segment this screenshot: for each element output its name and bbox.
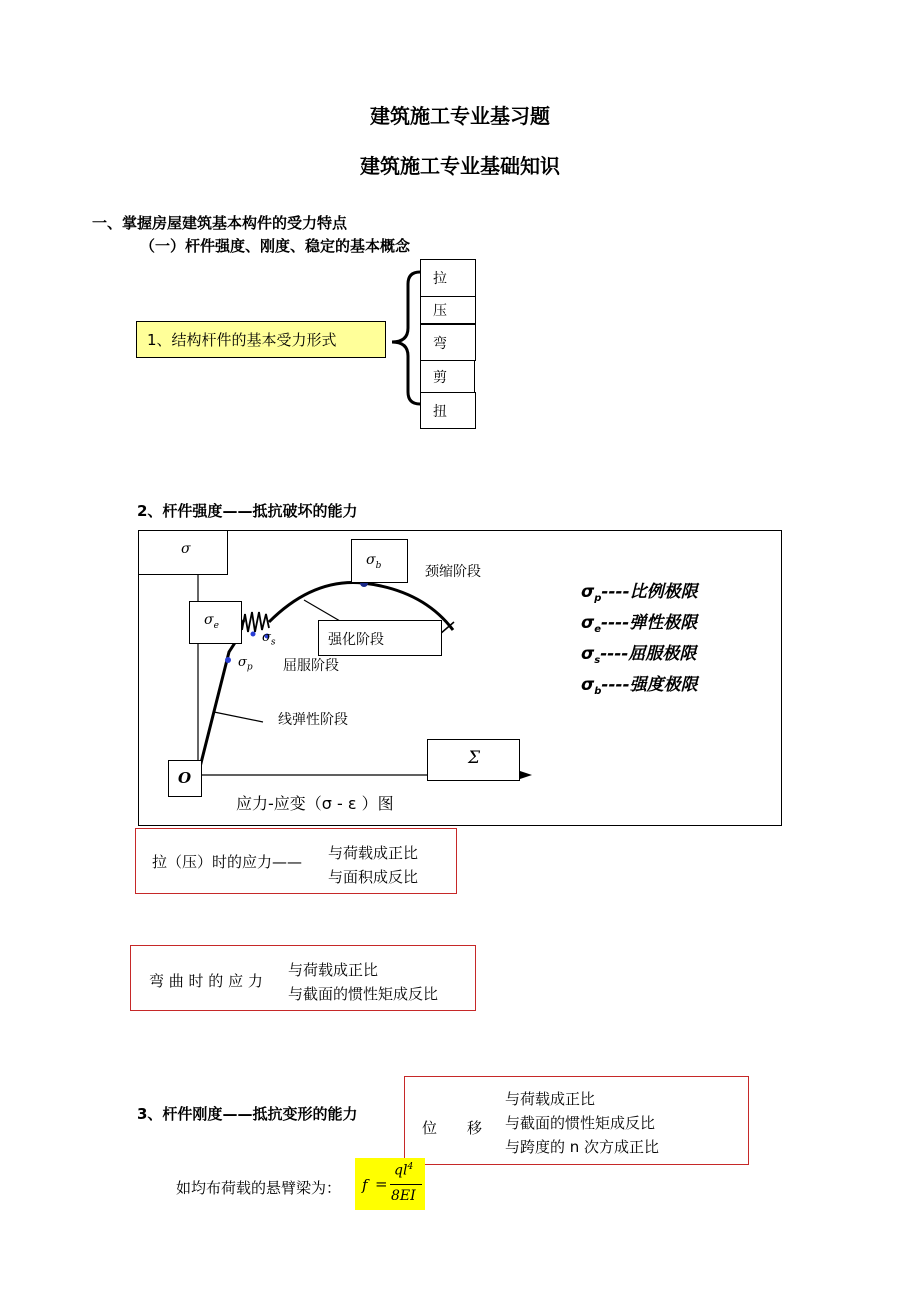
force-form-compression	[420, 296, 476, 324]
diagram-caption: 应力-应变（σ - ε ）图	[236, 794, 394, 813]
bending-stress-line1: 与荷载成正比	[288, 961, 379, 979]
y-axis-symbol: σ	[181, 541, 191, 557]
tension-stress-line1: 与荷载成正比	[328, 844, 419, 862]
point-sigma-p	[225, 657, 231, 663]
sigma-e-label: $\sigma_e$	[204, 612, 219, 631]
displacement-line2: 与截面的惯性矩成反比	[505, 1114, 656, 1132]
section1-subheading: （一）杆件强度、刚度、稳定的基本概念	[140, 237, 411, 255]
formula-exponent: 4	[407, 1162, 414, 1172]
hardening-stage-box	[318, 620, 442, 656]
leader-linear	[214, 712, 263, 722]
displacement-line3: 与跨度的 n 次方成正比	[505, 1138, 660, 1156]
legend-subscript: e	[594, 624, 602, 635]
point-sigma-s	[251, 632, 256, 637]
displacement-box	[404, 1076, 749, 1165]
legend-symbol: σ	[581, 613, 595, 633]
sigma-b-label: $\sigma_b$	[366, 552, 382, 571]
force-form-shear	[420, 360, 475, 393]
force-forms-label-box	[136, 321, 386, 358]
displacement-line1: 与荷载成正比	[505, 1090, 596, 1108]
legend-item	[581, 580, 698, 611]
formula-numerator	[394, 1162, 413, 1179]
bending-stress-line2: 与截面的惯性矩成反比	[288, 985, 439, 1003]
sigma-e-box	[189, 601, 242, 644]
formula-denominator: 8EI	[391, 1188, 416, 1204]
legend-text: ----比例极限	[601, 582, 698, 602]
legend-subscript: p	[594, 593, 602, 604]
force-form-label: 拉	[433, 271, 447, 287]
y-axis-label-box	[138, 530, 228, 575]
legend-item	[581, 611, 698, 642]
curly-brace-icon	[386, 268, 424, 408]
limits-legend	[581, 580, 698, 704]
stage-yield-label: 屈服阶段	[283, 658, 339, 674]
legend-symbol: σ	[581, 644, 595, 664]
origin-box	[168, 760, 202, 797]
stage-linear-label: 线弹性阶段	[278, 712, 348, 728]
stage-neck-label: 颈缩阶段	[425, 564, 481, 580]
deflection-formula	[355, 1158, 425, 1210]
x-axis-arrow-icon	[520, 771, 532, 779]
force-form-label: 剪	[433, 369, 447, 386]
sigma-b-box	[351, 539, 408, 583]
x-axis-symbol: Σ	[468, 748, 481, 768]
tension-stress-label: 拉（压）时的应力——	[152, 853, 303, 871]
tension-stress-box	[135, 828, 457, 894]
force-form-tension	[420, 259, 476, 297]
section1-heading: 一、掌握房屋建筑基本构件的受力特点	[92, 214, 348, 232]
force-form-label: 压	[433, 303, 447, 319]
example-label: 如均布荷载的悬臂梁为：	[176, 1179, 342, 1197]
sigma-p-label: $\sigma_p$	[238, 655, 253, 673]
curve-yield-segment	[242, 612, 269, 632]
doc-subtitle: 建筑施工专业基础知识	[360, 154, 560, 178]
bending-stress-box	[130, 945, 476, 1011]
legend-text: ----强度极限	[601, 675, 698, 695]
legend-symbol: σ	[581, 675, 595, 695]
legend-subscript: s	[594, 655, 601, 666]
legend-subscript: b	[594, 686, 602, 697]
doc-title: 建筑施工专业基习题	[370, 104, 550, 128]
legend-text: ----屈服极限	[600, 644, 697, 664]
displacement-label: 位 移	[422, 1119, 483, 1137]
formula-lhs: f	[362, 1176, 368, 1194]
section2-heading: 2、杆件强度——抵抗破坏的能力	[137, 502, 358, 520]
force-form-label: 弯	[433, 335, 447, 352]
tension-stress-line2: 与面积成反比	[328, 868, 419, 886]
formula-fraction-bar	[390, 1184, 422, 1185]
sigma-s-label: $\sigma_s$	[262, 630, 276, 648]
legend-symbol: σ	[581, 582, 595, 602]
stage-harden-label: 强化阶段	[328, 632, 384, 648]
formula-eq: =	[375, 1175, 388, 1193]
section3-heading: 3、杆件刚度——抵抗变形的能力	[137, 1105, 358, 1123]
formula-numerator-base: ql	[394, 1162, 408, 1179]
legend-item	[581, 673, 698, 704]
force-form-bending	[420, 324, 476, 361]
legend-item	[581, 642, 698, 673]
bending-stress-label: 弯 曲 时 的 应 力	[149, 972, 263, 990]
force-forms-label: 1、结构杆件的基本受力形式	[147, 331, 337, 349]
force-form-label: 扭	[433, 403, 447, 420]
x-axis-label-box	[427, 739, 520, 781]
origin-label: O	[178, 769, 192, 787]
legend-text: ----弹性极限	[601, 613, 698, 633]
force-form-torsion	[420, 392, 476, 429]
